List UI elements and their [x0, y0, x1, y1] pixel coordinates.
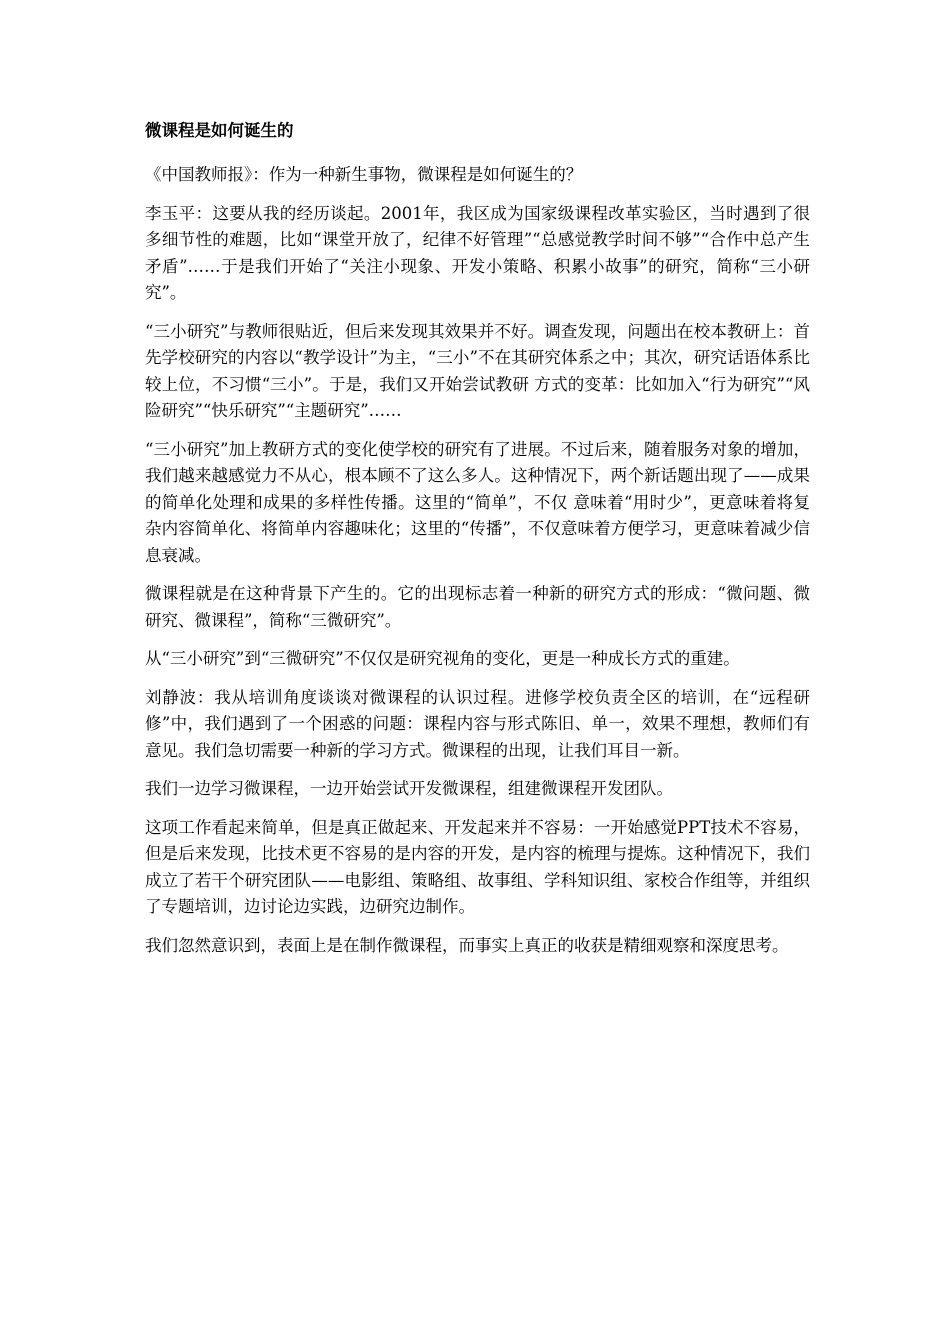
paragraph: 从“三小研究”到“三微研究”不仅仅是研究视角的变化，更是一种成长方式的重建。 — [145, 649, 740, 668]
paragraph: 这项工作看起来简单，但是真正做起来、开发起来并不容易：一开始感觉PPT技术不容易，但是后来发现，比技术更不容易的是内容的开发，是内容的梳理与提炼。这种情况下，我们成立了若干个研究团队——电影组、策略组、故事组、学科知识组、家校合作组等，并组织了专题培训，边讨论边实践，边研究边制作。 — [145, 817, 810, 916]
paragraph: 刘静波：我从培训角度谈谈对微课程的认识过程。进修学校负责全区的培训，在“远程研修”中，我们遇到了一个困惑的问题：课程内容与形式陈旧、单一，效果不理想，教师们有意见。我们急切需要一种新的学习方式。微课程的出现，让我们耳目一新。 — [145, 687, 810, 760]
paragraph: “三小研究”与教师很贴近，但后来发现其效果并不好。调查发现，问题出在校本教研上：首先学校研究的内容以“教学设计”为主，“三小”不在其研究体系之中；其次，研究话语体系比较上位，不习惯“三小”。于是，我们又开始尝试教研 方式的变革：比如加入“行为研究”“风险研究”“快乐研究”“主题研究”…… — [145, 321, 810, 420]
paragraph: 我们一边学习微课程，一边开始尝试开发微课程，组建微课程开发团队。 — [145, 779, 673, 798]
paragraph: 我们忽然意识到，表面上是在制作微课程，而事实上真正的收获是精细观察和深度思考。 — [145, 935, 789, 955]
document-title: 微课程是如何诞生的 — [145, 121, 294, 140]
document-page — [145, 118, 810, 971]
paragraph: “三小研究”加上教研方式的变化使学校的研究有了进展。不过后来，随着服务对象的增加，我们越来越感觉力不从心，根本顾不了这么多人。这种情况下，两个新话题出现了——成果的简单化处理和成果的多样性传播。这里的“简单”，不仅 意味着“用时少”，更意味着将复杂内容简单化、将简单内容趣味化；这里的“传播”，不仅意味着方便学习，更意味着减少信息衰减。 — [145, 439, 810, 565]
paragraph: 李玉平：这要从我的经历谈起。2001年，我区成为国家级课程改革实验区，当时遇到了很多细节性的难题，比如“课堂开放了，纪律不好管理”“总感觉教学时间不够”“合作中总产生矛盾”……于是我们开始了“关注小现象、开发小策略、积累小故事”的研究，简称“三小研究”。 — [145, 203, 810, 302]
paragraph: 微课程就是在这种背景下产生的。它的出现标志着一种新的研究方式的形成：“微问题、微研究、微课程”，简称“三微研究”。 — [145, 584, 810, 630]
paragraph: 《中国教师报》：作为一种新生事物，微课程是如何诞生的？ — [145, 165, 583, 184]
